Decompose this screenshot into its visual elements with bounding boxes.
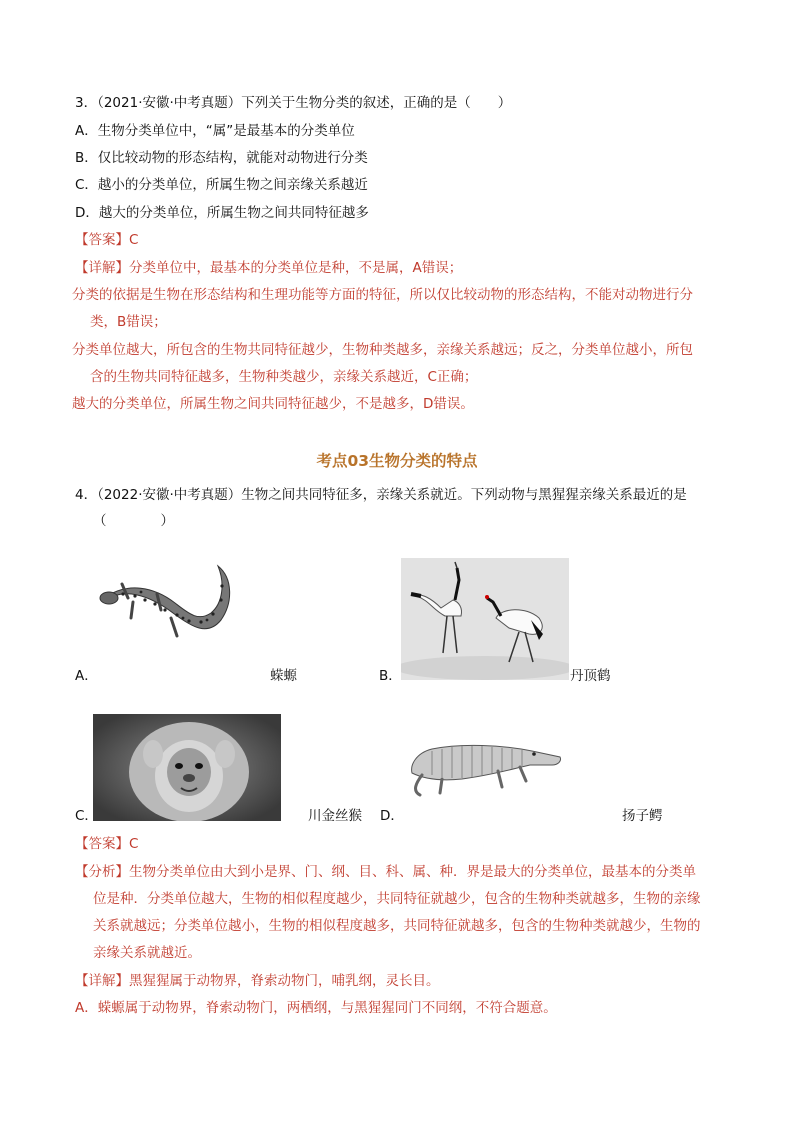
q4-option-a-letter: A．: [75, 668, 98, 684]
q4-question-line-2: （ ）: [93, 513, 174, 529]
q4-option-c-letter: C．: [75, 808, 98, 824]
q4-option-c-name: 川金丝猴: [308, 808, 362, 824]
q3-detail-line-1: [75, 258, 462, 278]
q3-question: 3．（2021·安徽·中考真题）下列关于生物分类的叙述，正确的是（ ）: [75, 95, 512, 111]
q4-option-a-name: 蝾螈: [270, 668, 297, 684]
monkey-image: [93, 714, 281, 821]
q3-option-b: B．仅比较动物的形态结构，就能对动物进行分类: [75, 150, 368, 166]
crane-image: [401, 558, 569, 680]
q4-option-d-letter: D．: [380, 808, 404, 824]
q4-analysis-line-4: 亲缘关系就越近。: [93, 945, 201, 961]
q3-answer-value: C: [129, 232, 139, 248]
q4-analysis-first: 生物分类单位由大到小是界、门、纲、目、科、属、种．界是最大的分类单位，最基本的分类单: [129, 864, 696, 880]
q3-detail-line-4: 分类单位越大，所包含的生物共同特征越少，生物种类越多，亲缘关系越远；反之，分类单位越小，所包: [72, 342, 693, 358]
q4-option-b-letter: B．: [379, 668, 402, 684]
q3-detail-line-2: 分类的依据是生物在形态结构和生理功能等方面的特征，所以仅比较动物的形态结构，不能对动物进行分: [72, 287, 693, 303]
q4-option-b-name: 丹顶鹤: [570, 668, 611, 684]
q3-detail-first: 分类单位中，最基本的分类单位是种，不是属，A错误；: [129, 260, 463, 276]
q3-detail-tag: 【详解】: [75, 260, 129, 276]
q3-detail-line-6: 越大的分类单位，所属生物之间共同特征越少，不是越多，D错误。: [72, 396, 474, 412]
q3-option-a: A．生物分类单位中，“属”是最基本的分类单位: [75, 123, 355, 139]
q3-detail-line-3: 类，B错误；: [90, 314, 167, 330]
q3-option-c: C．越小的分类单位，所属生物之间亲缘关系越近: [75, 177, 368, 193]
q4-answer-value: C: [129, 836, 139, 852]
q3-option-d: D．越大的分类单位，所属生物之间共同特征越多: [75, 205, 369, 221]
q4-answer-tag: 【答案】: [75, 836, 129, 852]
q4-question-line-1: 4．（2022·安徽·中考真题）生物之间共同特征多，亲缘关系就近。下列动物与黑猩猩亲缘关系最近的是: [75, 487, 687, 503]
q4-option-d-name: 扬子鳄: [622, 808, 663, 824]
alligator-image: [402, 735, 564, 800]
q3-answer-tag: 【答案】: [75, 232, 129, 248]
q4-analysis-line-3: 关系就越远；分类单位越小，生物的相似程度越多，共同特征就越多，包含的生物种类就越少，生物的: [93, 918, 701, 934]
q4-detail-line-1: [75, 971, 440, 991]
salamander-image: [93, 558, 243, 663]
q4-analysis-line-2: 位是种．分类单位越大，生物的相似程度越少，共同特征就越少，包含的生物种类就越多，生物的亲缘: [93, 891, 701, 907]
q4-answer: [75, 834, 138, 854]
q4-detail-tag: 【详解】: [75, 973, 129, 989]
q3-detail-line-5: 含的生物共同特征越多，生物种类越少，亲缘关系越近，C正确；: [90, 369, 478, 385]
q4-analysis-tag: 【分析】: [75, 864, 129, 880]
q4-detail-option-a: A．蝾螈属于动物界，脊索动物门，两栖纲，与黑猩猩同门不同纲，不符合题意。: [75, 1000, 557, 1016]
q3-answer: [75, 230, 138, 250]
q4-analysis-line-1: [75, 862, 696, 882]
q4-detail-first: 黑猩猩属于动物界，脊索动物门，哺乳纲，灵长目。: [129, 973, 440, 989]
section-title: 考点03生物分类的特点: [316, 452, 478, 470]
